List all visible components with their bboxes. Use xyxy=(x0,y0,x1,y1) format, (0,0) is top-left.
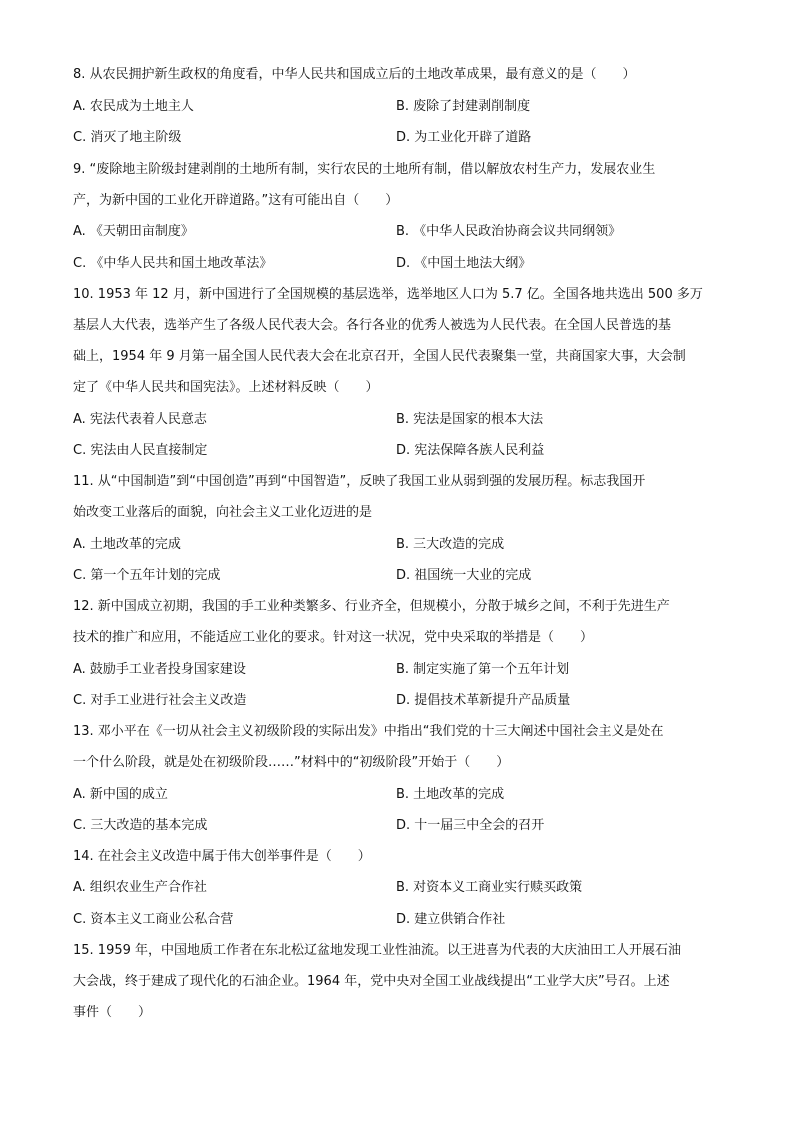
question-11-stem-line-2: 始改变工业落后的面貌，向社会主义工业化迈进的是 xyxy=(73,505,373,520)
question-14-option-a: A. 组织农业生产合作社 xyxy=(73,880,207,895)
question-14-option-c: C. 资本主义工商业公私合营 xyxy=(73,912,234,927)
question-13-option-d: D. 十一届三中全会的召开 xyxy=(396,818,545,833)
question-9-option-b: B. 《中华人民政治协商会议共同纲领》 xyxy=(396,224,622,239)
question-12-option-d: D. 提倡技术革新提升产品质量 xyxy=(396,693,571,708)
question-9-stem-line-2: 产，为新中国的工业化开辟道路。”这有可能出自（ ） xyxy=(73,193,399,208)
question-15-stem-line-3: 事件（ ） xyxy=(73,1005,152,1020)
question-14-option-d: D. 建立供销合作社 xyxy=(396,912,506,927)
question-11-option-d: D. 祖国统一大业的完成 xyxy=(396,568,532,583)
question-12-option-c: C. 对手工业进行社会主义改造 xyxy=(73,693,247,708)
question-10-stem-line-3: 础上，1954 年 9 月第一届全国人民代表大会在北京召开，全国人民代表聚集一堂，共商国家大事，大会制 xyxy=(73,349,686,364)
question-14-option-b: B. 对资本义工商业实行赎买政策 xyxy=(396,880,583,895)
question-13-stem-line-1: 13. 邓小平在《一切从社会主义初级阶段的实际出发》中指出“我们党的十三大阐述中国社会主义是处在 xyxy=(73,724,664,739)
question-8-option-d: D. 为工业化开辟了道路 xyxy=(396,130,532,145)
question-10-option-a: A. 宪法代表着人民意志 xyxy=(73,412,207,427)
question-12-stem-line-1: 12. 新中国成立初期，我国的手工业种类繁多、行业齐全，但规模小，分散于城乡之间，不利于先进生产 xyxy=(73,599,670,614)
question-14-stem: 14. 在社会主义改造中属于伟大创举事件是（ ） xyxy=(73,849,371,864)
question-12-option-a: A. 鼓励手工业者投身国家建设 xyxy=(73,662,246,677)
question-13-option-b: B. 土地改革的完成 xyxy=(396,787,505,802)
question-9-option-c: C. 《中华人民共和国土地改革法》 xyxy=(73,256,273,271)
question-13-option-c: C. 三大改造的基本完成 xyxy=(73,818,208,833)
question-12-stem-line-2: 技术的推广和应用，不能适应工业化的要求。针对这一状况，党中央采取的举措是（ ） xyxy=(73,630,594,645)
question-10-option-d: D. 宪法保障各族人民利益 xyxy=(396,443,545,458)
question-13-stem-line-2: 一个什么阶段，就是处在初级阶段……”材料中的“初级阶段”开始于（ ） xyxy=(73,755,510,770)
question-15-stem-line-1: 15. 1959 年，中国地质工作者在东北松辽盆地发现工业性油流。以王进喜为代表的大庆油田工人开展石油 xyxy=(73,943,682,958)
question-11-option-a: A. 土地改革的完成 xyxy=(73,537,181,552)
question-8-option-c: C. 消灭了地主阶级 xyxy=(73,130,182,145)
question-10-option-c: C. 宪法由人民直接制定 xyxy=(73,443,208,458)
question-11-option-b: B. 三大改造的完成 xyxy=(396,537,505,552)
question-12-option-b: B. 制定实施了第一个五年计划 xyxy=(396,662,570,677)
question-8-stem: 8. 从农民拥护新生政权的角度看，中华人民共和国成立后的土地改革成果，最有意义的是（ ） xyxy=(73,67,636,82)
question-11-stem-line-1: 11. 从“中国制造”到“中国创造”再到“中国智造”，反映了我国工业从弱到强的发展历程。标志我国开 xyxy=(73,474,646,489)
question-10-stem-line-1: 10. 1953 年 12 月，新中国进行了全国规模的基层选举，选举地区人口为 5.7 亿。全国各地共选出 500 多万 xyxy=(73,287,703,302)
question-11-option-c: C. 第一个五年计划的完成 xyxy=(73,568,221,583)
question-10-option-b: B. 宪法是国家的根本大法 xyxy=(396,412,544,427)
question-9-stem-line-1: 9. “废除地主阶级封建剥削的土地所有制，实行农民的土地所有制，借以解放农村生产力，发展农业生 xyxy=(73,162,656,177)
question-13-option-a: A. 新中国的成立 xyxy=(73,787,168,802)
question-8-option-b: B. 废除了封建剥削制度 xyxy=(396,99,531,114)
question-9-option-d: D. 《中国土地法大纲》 xyxy=(396,256,532,271)
question-10-stem-line-2: 基层人大代表，选举产生了各级人民代表大会。各行各业的优秀人被选为人民代表。在全国人民普选的基 xyxy=(73,318,672,333)
question-8-option-a: A. 农民成为土地主人 xyxy=(73,99,194,114)
question-15-stem-line-2: 大会战，终于建成了现代化的石油企业。1964 年，党中央对全国工业战线提出“工业学大庆”号召。上述 xyxy=(73,974,670,989)
question-10-stem-line-4: 定了《中华人民共和国宪法》。上述材料反映（ ） xyxy=(73,380,379,395)
question-9-option-a: A. 《天朝田亩制度》 xyxy=(73,224,194,239)
